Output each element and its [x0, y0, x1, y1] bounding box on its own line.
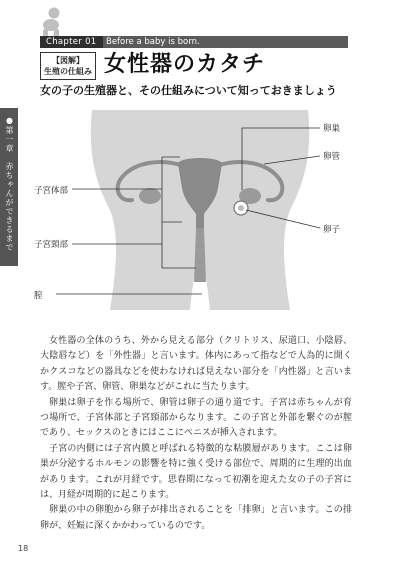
paragraph: 女性器の全体のうち、外から見える部分（クリトリス、尿道口、小陰唇、大陰唇など）を「外性器」と言います。体内にあって指などで人為的に開くかクスコなどの器具などを使わなければ見えない部分を「内性器」と言います。膣や子宮、卵管、卵巣などがこれに当たります。	[40, 336, 352, 393]
paragraph: 子宮の内側には子宮内膜と呼ばれる特徴的な粘膜層があります。ここは卵巣が分泌するホルモンの影響を特に強く受ける部位で、周期的に生理的出血があります。これが月経です。思春期になって初潮を迎えた女の子の子宮には、月経が周期的に起こります。	[40, 443, 352, 501]
label-uterus-body: 子宮体部	[34, 186, 69, 196]
baby-icon	[40, 6, 64, 38]
page-subtitle: 女の子の生殖器と、その仕組みについて知っておきましょう	[40, 84, 337, 97]
label-egg: 卵子	[323, 225, 341, 235]
paragraph: 卵巣は卵子を作る場所で、卵管は卵子の通り道です。子宮は赤ちゃんが育つ場所で、子宮体部と子宮頸部からなります。この子宮と外部を繋ぐのが膣であり、セックスのときにはここにペニスが挿入されます。	[40, 397, 352, 439]
side-chapter-label: ●第一章 赤ちゃんができるまで	[5, 116, 14, 252]
category-line-2: 生殖の仕組み	[44, 67, 92, 76]
label-fallopian-tube: 卵管	[323, 152, 341, 162]
category-box	[40, 52, 96, 80]
chapter-number: Chapter 01	[40, 36, 103, 48]
paragraph: 卵巣の中の卵胞から卵子が排出されることを「排卵」と言います。この排卵が、妊娠に深くかかわっているのです。	[40, 505, 352, 531]
left-ovary	[139, 188, 161, 204]
label-cervix: 子宮頸部	[34, 240, 69, 250]
page-title: 女性器のカタチ	[104, 52, 266, 77]
page-number: 18	[18, 544, 29, 553]
body-text	[40, 334, 352, 534]
chapter-subtitle: Before a baby is born.	[106, 37, 200, 47]
label-ovary: 卵巣	[323, 124, 341, 134]
chapter-header-bar	[40, 36, 348, 48]
label-vagina: 膣	[34, 291, 43, 301]
category-line-1: 【図解】	[52, 56, 84, 65]
vagina	[194, 228, 206, 282]
anatomy-diagram	[20, 110, 380, 310]
